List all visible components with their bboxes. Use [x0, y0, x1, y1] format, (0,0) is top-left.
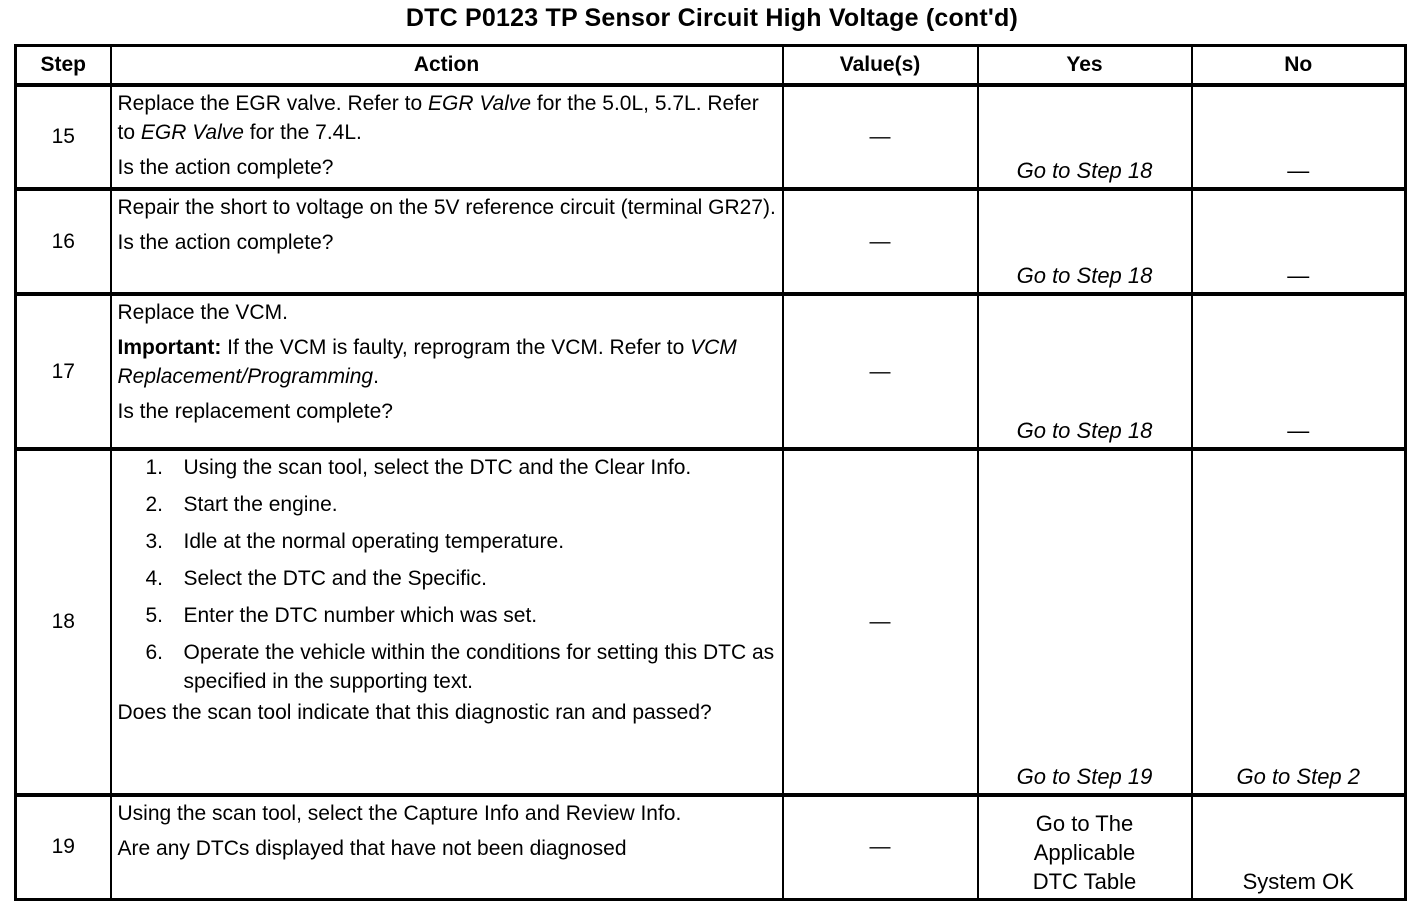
list-item-number: 6. — [145, 641, 164, 664]
no-cell: System OK — [1192, 795, 1406, 899]
value-cell: — — [783, 189, 978, 294]
table-row-step-15 — [16, 85, 1406, 189]
table-row-step-17 — [16, 294, 1406, 449]
header-step: Step — [16, 46, 111, 86]
table-row-step-19 — [16, 795, 1406, 899]
yes-cell: Go to Step 18 — [978, 189, 1192, 294]
header-action: Action — [111, 46, 783, 86]
diagnostic-table — [14, 44, 1407, 901]
value-cell: — — [783, 85, 978, 189]
action-text-part: for the 7.4L. — [243, 121, 362, 144]
list-item — [146, 527, 778, 556]
value-cell: — — [783, 795, 978, 899]
action-text: Using the scan tool, select the Capture Info and Review Info. — [117, 802, 682, 825]
list-item-text: Operate the vehicle within the conditions for setting this DTC as specified in the supporting text. — [183, 641, 775, 693]
list-item-number: 1. — [145, 456, 164, 479]
list-item-text: Idle at the normal operating temperature. — [183, 530, 565, 553]
action-cell — [111, 189, 783, 294]
table-header-row — [16, 46, 1406, 86]
action-cell — [111, 85, 783, 189]
value-cell: — — [783, 294, 978, 449]
action-question: Is the action complete? — [117, 231, 334, 254]
page-title: DTC P0123 TP Sensor Circuit High Voltage (cont'd) — [405, 4, 1019, 32]
list-item-number: 5. — [145, 604, 164, 627]
list-item-text: Using the scan tool, select the DTC and the Clear Info. — [183, 456, 692, 479]
egr-valve-reference: EGR Valve — [140, 121, 244, 144]
yes-cell: Go to Step 19 — [978, 449, 1192, 795]
no-cell: Go to Step 2 — [1192, 449, 1406, 795]
step-number: 15 — [16, 85, 111, 189]
step-number: 19 — [16, 795, 111, 899]
list-item — [146, 638, 778, 696]
header-no: No — [1192, 46, 1406, 86]
egr-valve-reference: EGR Valve — [427, 92, 532, 115]
list-item — [146, 564, 778, 593]
list-item — [146, 453, 778, 482]
yes-cell: Go to Step 18 — [978, 85, 1192, 189]
step-number: 16 — [16, 189, 111, 294]
step-number: 18 — [16, 449, 111, 795]
action-text — [118, 89, 778, 147]
table-row-step-16 — [16, 189, 1406, 294]
important-text: If the VCM is faulty, reprogram the VCM. Refer to — [221, 336, 691, 359]
no-cell: — — [1192, 189, 1406, 294]
list-item-number: 2. — [145, 493, 164, 516]
action-question: Does the scan tool indicate that this diagnostic ran and passed? — [117, 701, 712, 724]
yes-line: DTC Table — [1032, 868, 1137, 894]
yes-line: Applicable — [1033, 839, 1136, 865]
no-cell: — — [1192, 294, 1406, 449]
header-values: Value(s) — [783, 46, 978, 86]
table-row-step-18 — [16, 449, 1406, 795]
action-cell — [111, 294, 783, 449]
step-number: 17 — [16, 294, 111, 449]
action-text-part: for the 5.0L, 5.7L. Refer to — [117, 92, 759, 144]
action-text: Replace the VCM. — [117, 301, 288, 324]
list-item-number: 4. — [145, 567, 164, 590]
important-end: . — [373, 365, 379, 388]
yes-line: Go to The — [1035, 810, 1134, 836]
list-item-text: Start the engine. — [183, 493, 338, 516]
action-question: Are any DTCs displayed that have not been diagnosed — [117, 837, 627, 860]
important-label: Important: — [117, 336, 222, 359]
action-cell — [111, 795, 783, 899]
yes-cell: Go to Step 18 — [978, 294, 1192, 449]
procedure-list — [118, 453, 778, 696]
no-cell: — — [1192, 85, 1406, 189]
list-item-text: Enter the DTC number which was set. — [183, 604, 538, 627]
list-item-number: 3. — [145, 530, 164, 553]
list-item — [146, 490, 778, 519]
header-yes: Yes — [978, 46, 1192, 86]
action-cell — [111, 449, 783, 795]
list-item-text: Select the DTC and the Specific. — [183, 567, 487, 590]
list-item — [146, 601, 778, 630]
vcm-programming-reference: VCM Replacement/Programming — [117, 336, 737, 388]
value-cell: — — [783, 449, 978, 795]
action-question: Is the action complete? — [117, 156, 334, 179]
action-question: Is the replacement complete? — [117, 400, 393, 423]
action-text-part: Replace the EGR valve. Refer to — [117, 92, 428, 115]
action-text: Repair the short to voltage on the 5V reference circuit (terminal GR27). — [117, 196, 776, 219]
yes-cell — [978, 795, 1192, 899]
important-note — [118, 333, 778, 391]
